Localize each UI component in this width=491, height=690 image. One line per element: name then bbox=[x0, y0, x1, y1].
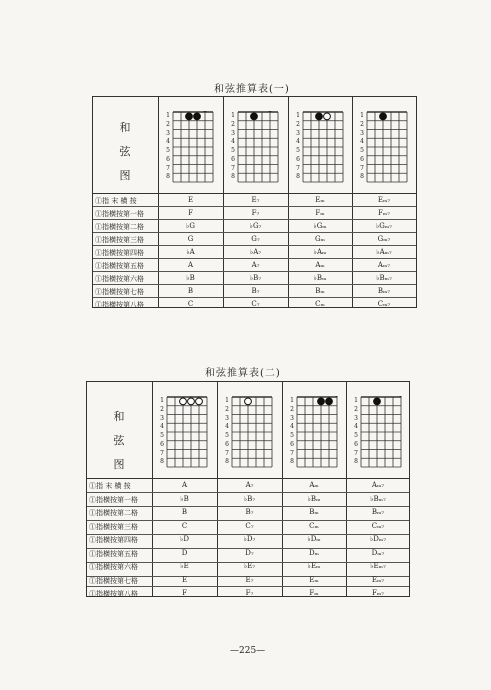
chord-name: B₇ bbox=[245, 508, 254, 516]
chord-name: Eₘ₇ bbox=[371, 575, 385, 584]
fret-number: 5 bbox=[354, 432, 358, 439]
chord-name: A₇ bbox=[245, 481, 254, 489]
table-2-title: 和弦推算表(二) bbox=[205, 368, 281, 379]
fret-number: 5 bbox=[231, 147, 235, 154]
chord-name: Bₘ₇ bbox=[371, 508, 385, 516]
fret-number: 5 bbox=[290, 432, 294, 439]
chord-name: ♭Aₘ₇ bbox=[376, 248, 392, 256]
chord-name: D bbox=[181, 548, 188, 557]
chord-name: Gₘ bbox=[315, 235, 325, 243]
chord-name: ♭Dₘ₇ bbox=[369, 535, 386, 543]
chord-diagram bbox=[166, 396, 208, 468]
fret-number: 1 bbox=[360, 112, 364, 119]
chord-diagram bbox=[296, 396, 338, 468]
row-label: ①指横按第五格 bbox=[89, 549, 138, 558]
fret-number: 1 bbox=[231, 112, 235, 119]
row-label: ①指横按第二格 bbox=[95, 223, 144, 231]
row-label: ①指横按第七格 bbox=[89, 576, 138, 585]
finger-dot bbox=[186, 113, 193, 120]
fret-number: 6 bbox=[231, 155, 235, 163]
chord-name: Eₘ bbox=[309, 575, 319, 584]
chord-name: ♭B bbox=[180, 494, 189, 503]
finger-dot bbox=[374, 398, 381, 405]
chord-table-1 bbox=[92, 96, 417, 308]
chord-diagram bbox=[366, 111, 408, 183]
row-label: ①指横按第八格 bbox=[89, 590, 138, 598]
fret-number: 3 bbox=[160, 414, 164, 422]
fret-number: 3 bbox=[231, 129, 235, 137]
chord-name: C bbox=[181, 521, 188, 530]
chord-name: ♭Bₘ bbox=[307, 494, 321, 503]
row-label: ①指 末 横 按 bbox=[95, 197, 137, 205]
fret-number: 8 bbox=[225, 458, 229, 466]
chord-name: ♭Dₘ bbox=[307, 535, 321, 543]
chord-name: Aₘ₇ bbox=[377, 261, 391, 269]
fret-number: 5 bbox=[166, 147, 170, 154]
chord-name: Dₘ bbox=[309, 548, 319, 557]
row-label: ①指横按第四格 bbox=[89, 536, 138, 544]
fret-number: 6 bbox=[296, 155, 300, 163]
fret-number: 7 bbox=[166, 164, 170, 172]
chord-name: A bbox=[181, 481, 188, 489]
chord-name: Eₘ bbox=[315, 196, 325, 204]
chord-name: E₇ bbox=[251, 196, 260, 204]
chord-name: Eₘ₇ bbox=[377, 196, 391, 204]
row-label: ①指横按第七格 bbox=[95, 288, 144, 296]
chord-name: F bbox=[182, 589, 187, 597]
chord-diagram bbox=[172, 111, 214, 183]
fret-number: 2 bbox=[354, 405, 358, 413]
fret-number: 8 bbox=[296, 173, 300, 181]
chord-diagram bbox=[231, 396, 273, 468]
chord-name: Fₘ bbox=[309, 589, 319, 597]
fret-number: 2 bbox=[290, 405, 294, 413]
chord-name: ♭Gₘ₇ bbox=[376, 222, 392, 230]
fret-number: 8 bbox=[360, 173, 364, 181]
finger-dot bbox=[180, 398, 187, 405]
chord-name: ♭Gₘ bbox=[313, 222, 327, 230]
fret-number: 8 bbox=[354, 458, 358, 466]
fret-number: 2 bbox=[296, 120, 300, 128]
chord-name: Cₘ bbox=[315, 300, 325, 308]
fret-number: 3 bbox=[296, 129, 300, 137]
chord-name: G₇ bbox=[251, 235, 260, 243]
chord-name: ♭D₇ bbox=[243, 535, 256, 543]
chord-name: Fₘ₇ bbox=[378, 209, 390, 217]
row-label: ①指横按第五格 bbox=[95, 262, 144, 270]
finger-dot bbox=[380, 113, 387, 120]
side-label: 图 bbox=[113, 458, 125, 471]
chord-table-2 bbox=[86, 381, 410, 597]
chord-name: ♭G₇ bbox=[249, 222, 262, 230]
chord-name: Gₘ₇ bbox=[377, 235, 391, 243]
chord-name: Bₘ bbox=[315, 287, 325, 295]
chord-name: Cₘ₇ bbox=[371, 521, 385, 530]
side-label: 和 bbox=[113, 410, 125, 423]
chord-name: ♭Bₘ₇ bbox=[376, 274, 392, 282]
chord-name: ♭Eₘ₇ bbox=[370, 562, 386, 570]
fret-number: 4 bbox=[225, 423, 229, 431]
fret-number: 3 bbox=[166, 129, 170, 137]
finger-dot bbox=[245, 398, 252, 405]
chord-name: Aₘ bbox=[309, 481, 319, 489]
chord-name: ♭D bbox=[180, 535, 189, 543]
side-label: 和 bbox=[119, 121, 131, 134]
chord-name: E bbox=[181, 575, 188, 584]
page-number: —225— bbox=[230, 646, 266, 656]
fret-number: 7 bbox=[360, 164, 364, 172]
fret-number: 1 bbox=[160, 397, 164, 404]
chord-name: F₇ bbox=[245, 589, 254, 597]
chord-name: Dₘ₇ bbox=[371, 548, 385, 557]
row-label: ①指横按第四格 bbox=[95, 249, 144, 257]
side-label: 弦 bbox=[119, 145, 131, 158]
fret-number: 7 bbox=[296, 164, 300, 172]
row-label: ①指横按第二格 bbox=[89, 509, 138, 517]
fret-number: 5 bbox=[160, 432, 164, 439]
row-label: ①指横按第三格 bbox=[89, 522, 138, 531]
chord-diagram bbox=[360, 396, 402, 468]
fret-number: 1 bbox=[166, 112, 170, 119]
fret-number: 2 bbox=[160, 405, 164, 413]
chord-name: ♭E₇ bbox=[243, 562, 256, 570]
fret-number: 7 bbox=[290, 449, 294, 457]
fret-number: 6 bbox=[166, 155, 170, 163]
chord-name: C₇ bbox=[245, 521, 254, 530]
chord-name: ♭A bbox=[186, 248, 195, 256]
fret-number: 4 bbox=[166, 138, 170, 146]
row-label: ①指横按第一格 bbox=[95, 210, 144, 218]
fret-number: 5 bbox=[296, 147, 300, 154]
finger-dot bbox=[324, 113, 331, 120]
fret-number: 8 bbox=[160, 458, 164, 466]
fret-number: 8 bbox=[290, 458, 294, 466]
chord-name: C bbox=[187, 300, 194, 308]
fret-number: 8 bbox=[166, 173, 170, 181]
finger-dot bbox=[188, 398, 195, 405]
chord-diagram bbox=[302, 111, 344, 183]
fret-number: 4 bbox=[360, 138, 364, 146]
chord-name: Fₘ₇ bbox=[372, 589, 384, 597]
chord-name: Fₘ bbox=[315, 209, 325, 217]
finger-dot bbox=[194, 113, 201, 120]
finger-dot bbox=[318, 398, 325, 405]
fret-number: 6 bbox=[360, 155, 364, 163]
fret-number: 6 bbox=[160, 440, 164, 448]
finger-dot bbox=[326, 398, 333, 405]
table-1-title: 和弦推算表(一) bbox=[214, 84, 290, 95]
chord-name: ♭E bbox=[180, 562, 189, 570]
fret-number: 7 bbox=[231, 164, 235, 172]
fret-number: 6 bbox=[354, 440, 358, 448]
side-label: 弦 bbox=[113, 434, 125, 447]
finger-dot bbox=[251, 113, 258, 120]
chord-name: E₇ bbox=[245, 575, 254, 584]
fret-number: 4 bbox=[231, 138, 235, 146]
fret-number: 1 bbox=[354, 397, 358, 404]
fret-number: 5 bbox=[360, 147, 364, 154]
fret-number: 4 bbox=[354, 423, 358, 431]
finger-dot bbox=[316, 113, 323, 120]
fret-number: 4 bbox=[160, 423, 164, 431]
fret-number: 6 bbox=[225, 440, 229, 448]
fret-number: 6 bbox=[290, 440, 294, 448]
chord-name: A₇ bbox=[251, 261, 260, 269]
chord-name: B₇ bbox=[251, 287, 260, 295]
chord-name: B bbox=[181, 508, 188, 516]
fret-number: 2 bbox=[225, 405, 229, 413]
chord-name: F bbox=[188, 209, 193, 217]
chord-diagram bbox=[237, 111, 279, 183]
fret-number: 5 bbox=[225, 432, 229, 439]
fret-number: 3 bbox=[290, 414, 294, 422]
fret-number: 3 bbox=[354, 414, 358, 422]
row-label: ①指横按第六格 bbox=[95, 275, 144, 283]
chord-name: D₇ bbox=[245, 548, 254, 557]
row-label: ①指横按第一格 bbox=[89, 495, 138, 504]
chord-name: ♭A₇ bbox=[249, 248, 262, 256]
chord-name: C₇ bbox=[251, 300, 260, 308]
fret-number: 4 bbox=[290, 423, 294, 431]
fret-number: 3 bbox=[225, 414, 229, 422]
chord-name: ♭Aₘ bbox=[313, 248, 327, 256]
chord-name: Bₘ₇ bbox=[377, 287, 391, 295]
side-label: 图 bbox=[119, 169, 131, 182]
fret-number: 1 bbox=[290, 397, 294, 404]
row-label: ①指横按第三格 bbox=[95, 236, 144, 244]
fret-number: 1 bbox=[225, 397, 229, 404]
fret-number: 8 bbox=[231, 173, 235, 181]
chord-name: ♭Bₘ bbox=[313, 274, 327, 282]
chord-name: Cₘ₇ bbox=[377, 300, 391, 308]
finger-dot bbox=[196, 398, 203, 405]
fret-number: 2 bbox=[166, 120, 170, 128]
chord-name: G bbox=[187, 235, 194, 243]
chord-name: ♭B₇ bbox=[243, 494, 256, 503]
chord-name: Aₘ bbox=[315, 261, 325, 269]
fret-number: 7 bbox=[160, 449, 164, 457]
fret-number: 3 bbox=[360, 129, 364, 137]
chord-name: ♭Eₘ bbox=[307, 562, 321, 570]
chord-name: Aₘ₇ bbox=[371, 481, 385, 489]
chord-name: ♭G bbox=[186, 222, 195, 230]
chord-name: A bbox=[187, 261, 194, 269]
row-label: ①指 末 横 按 bbox=[89, 482, 131, 490]
chord-name: E bbox=[187, 196, 194, 204]
fret-number: 2 bbox=[360, 120, 364, 128]
fret-number: 7 bbox=[354, 449, 358, 457]
fret-number: 7 bbox=[225, 449, 229, 457]
fret-number: 2 bbox=[231, 120, 235, 128]
chord-name: Cₘ bbox=[309, 521, 319, 530]
fret-number: 4 bbox=[296, 138, 300, 146]
chord-name: ♭B₇ bbox=[249, 274, 262, 282]
chord-name: ♭B bbox=[186, 274, 195, 282]
row-label: ①指横按第六格 bbox=[89, 563, 138, 571]
chord-name: F₇ bbox=[251, 209, 260, 217]
fret-number: 1 bbox=[296, 112, 300, 119]
chord-name: ♭Bₘ₇ bbox=[370, 494, 386, 503]
chord-name: Bₘ bbox=[309, 508, 319, 516]
row-label: ①指横按第八格 bbox=[95, 301, 144, 309]
chord-name: B bbox=[187, 287, 194, 295]
